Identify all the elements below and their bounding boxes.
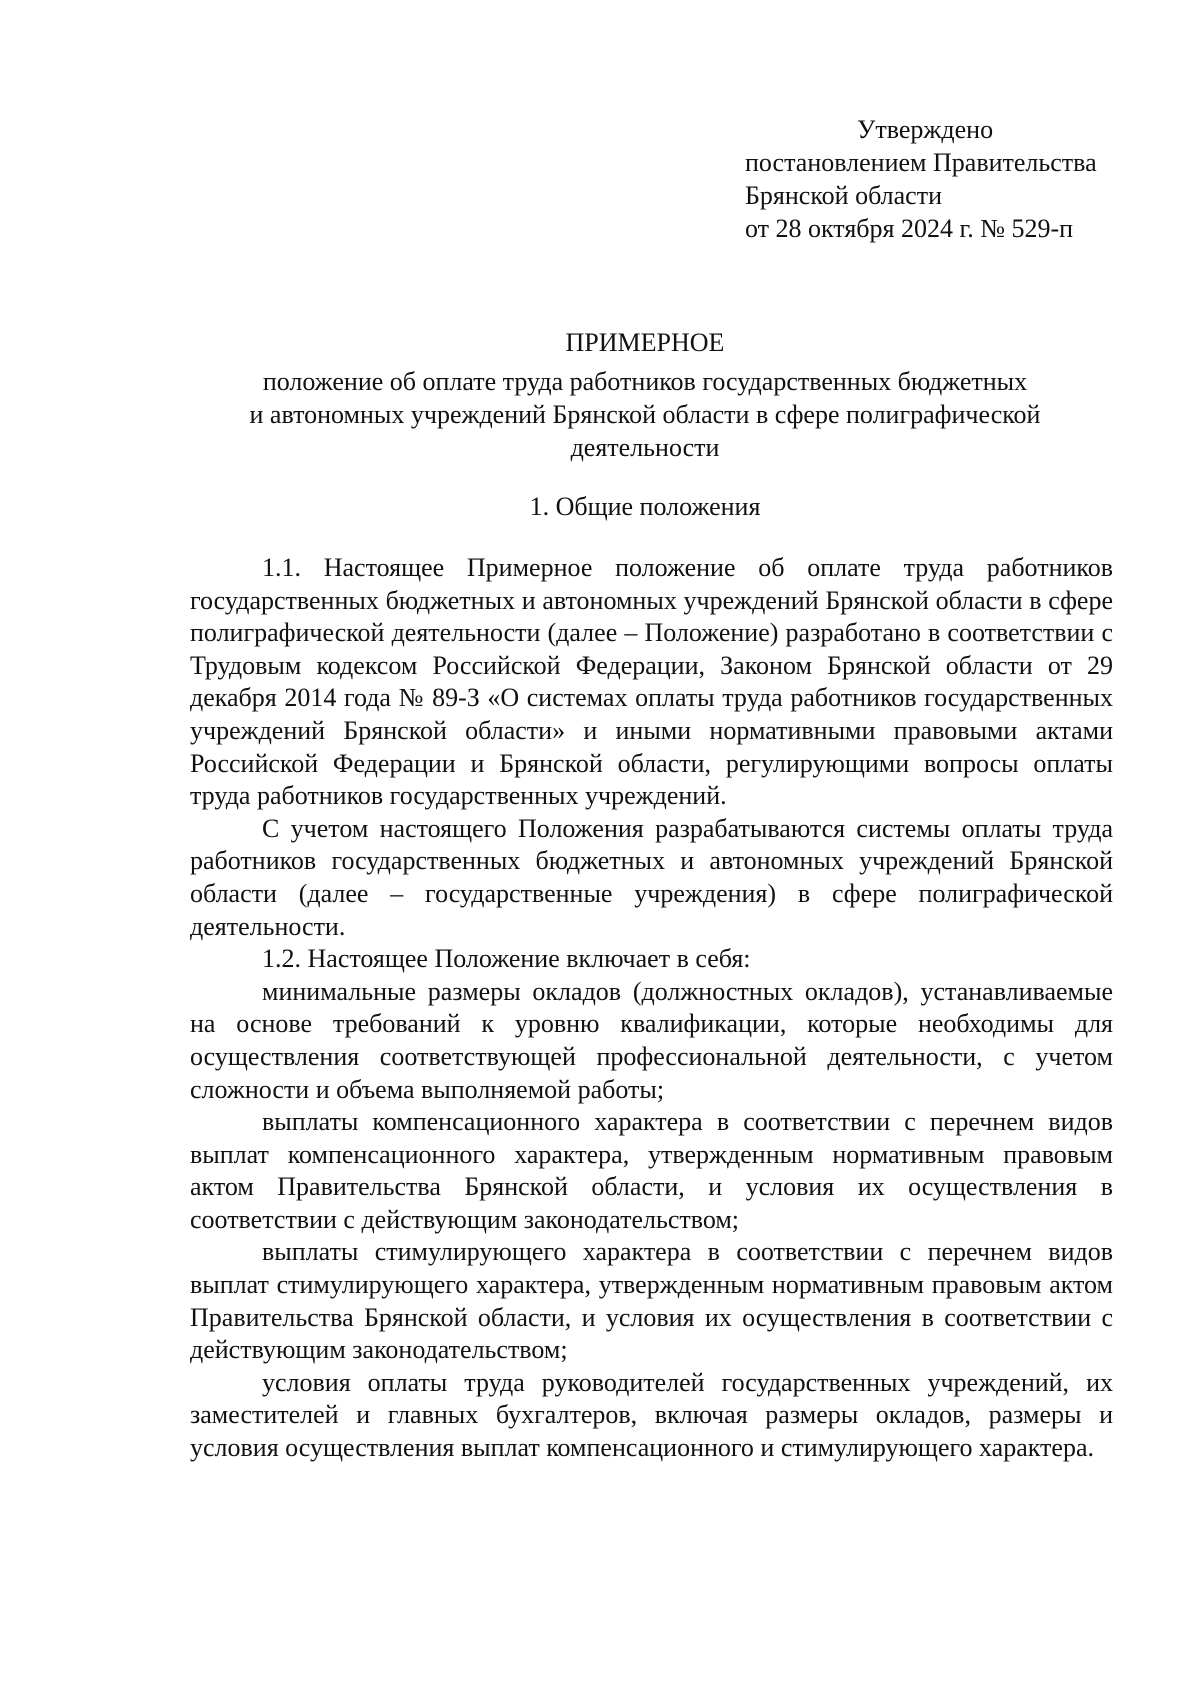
paragraph: 1.1. Настоящее Примерное положение об оплате труда работников государственных бюджетных и автономных учреждений Брянской области в сфере полиграфической деятельности (далее – Положение) разработано в соответствии с Трудовым кодексом Российской Федерации, Законом Брянской области от 29 декабря 2014 года № 89-З «О системах оплаты труда работников государственных учреждений Брянской области» и иными нормативными правовыми актами Российской Федерации и Брянской области, регулирующими вопросы оплаты труда работников государственных учреждений. xyxy=(190,553,1113,811)
document-title-line: и автономных учреждений Брянской области в сфере полиграфической xyxy=(249,400,1041,429)
paragraph: выплаты компенсационного характера в соответствии с перечнем видов выплат компенсационного характера, утвержденным нормативным правовым актом Правительства Брянской области, и условия их осуществления в соответствии с действующим законодательством; xyxy=(190,1107,1113,1234)
paragraph: 1.2. Настоящее Положение включает в себя: xyxy=(262,944,751,974)
paragraph: условия оплаты труда руководителей государственных учреждений, их заместителей и главных бухгалтеров, включая размеры окладов, размеры и условия осуществления выплат компенсационного и стимулирующего характера. xyxy=(190,1367,1113,1463)
approval-line-approved: Утверждено xyxy=(857,115,994,144)
approval-stamp xyxy=(745,113,1097,245)
document-title-heading: ПРИМЕРНОЕ xyxy=(565,328,725,357)
approval-line-date-number: от 28 октября 2024 г. № 529-п xyxy=(745,214,1074,243)
document-title-line: положение об оплате труда работников государственных бюджетных xyxy=(262,367,1028,396)
paragraph: С учетом настоящего Положения разрабатываются системы оплаты труда работников государственных бюджетных и автономных учреждений Брянской области (далее – государственные учреждения) в сфере полиграфической деятельности. xyxy=(190,813,1113,941)
section-heading: 1. Общие положения xyxy=(529,492,761,521)
document-title xyxy=(180,326,1110,464)
document-title-line: деятельности xyxy=(570,433,720,462)
paragraph: выплаты стимулирующего характера в соответствии с перечнем видов выплат стимулирующего характера, утвержденным нормативным правовым актом Правительства Брянской области, и условия их осуществления в соответствии с действующим законодательством; xyxy=(190,1237,1113,1365)
approval-line-resolution: постановлением Правительства xyxy=(745,148,1097,177)
approval-line-region: Брянской области xyxy=(745,181,942,210)
paragraph: минимальные размеры окладов (должностных окладов), устанавливаемые на основе требований к уровню квалификации, которые необходимы для осуществления соответствующей профессиональной деятельности, с учетом сложности и объема выполняемой работы; xyxy=(190,976,1113,1104)
section-body xyxy=(190,552,1113,1465)
